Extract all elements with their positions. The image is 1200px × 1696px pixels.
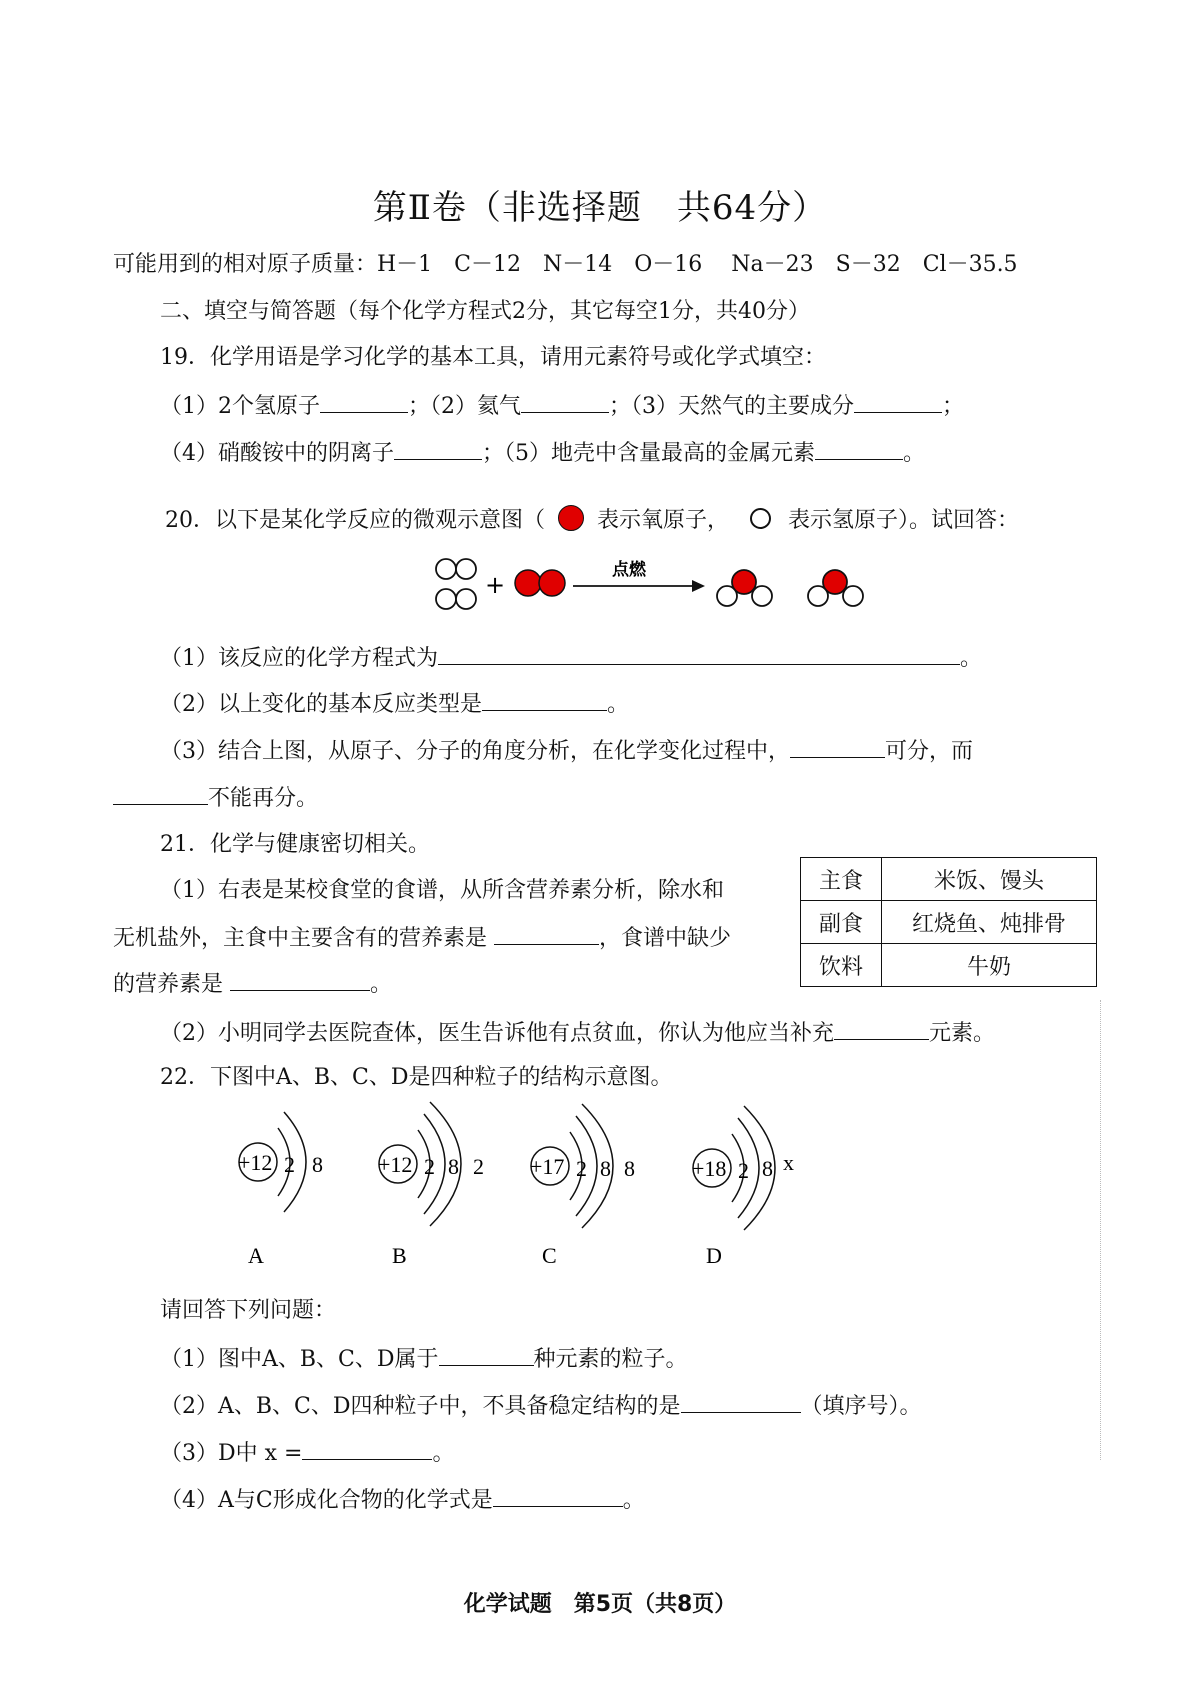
atom-label: D (706, 1243, 722, 1268)
answer-blank[interactable] (302, 1437, 432, 1460)
punctuation: 。 (622, 1488, 645, 1513)
menu-value: 牛奶 (882, 944, 1097, 987)
q19-line2 (160, 437, 925, 469)
q22-sub2-label: （2）A、B、C、D四种粒子中，不具备稳定结构的是 (160, 1394, 681, 1419)
punctuation: ； (942, 394, 965, 419)
q20-sub3 (160, 735, 973, 767)
answer-blank[interactable] (521, 390, 609, 413)
q22-sub1 (160, 1343, 688, 1375)
menu-value: 红烧鱼、炖排骨 (882, 901, 1097, 944)
atom-d-diagram (692, 1106, 794, 1268)
q22-sub3 (160, 1437, 454, 1469)
shell-electrons: 2 (576, 1156, 587, 1181)
shell-electrons: 8 (312, 1152, 323, 1177)
q20-sub2 (160, 688, 629, 720)
answer-blank[interactable] (854, 390, 942, 413)
q19-line1 (160, 390, 964, 422)
shell-electrons: 2 (738, 1158, 749, 1183)
q21-sub1-text2: ，食谱中缺少 (599, 926, 732, 951)
q20-stem (165, 505, 1019, 536)
shell-electrons: 8 (600, 1156, 611, 1181)
answer-blank[interactable] (493, 1484, 623, 1507)
table-row (801, 901, 1097, 944)
answer-blank[interactable] (439, 1343, 534, 1366)
q21-sub2 (160, 1017, 995, 1049)
punctuation: 。 (432, 1441, 455, 1466)
q22-sub3-label: （3）D中 x = (160, 1441, 303, 1466)
nucleus-charge: +12 (378, 1152, 413, 1177)
q22-sub2 (160, 1390, 922, 1422)
punctuation: 。 (960, 646, 983, 671)
answer-blank[interactable] (113, 782, 208, 805)
hydrogen-molecules (436, 559, 476, 609)
menu-key: 主食 (801, 858, 882, 901)
answer-blank[interactable] (482, 688, 607, 711)
punctuation: 。 (903, 441, 926, 466)
q22-sub4 (160, 1484, 645, 1516)
oxygen-atom-icon (558, 505, 584, 531)
answer-blank[interactable] (320, 390, 408, 413)
q19-part4-label: （4）硝酸铵中的阴离子 (160, 441, 394, 466)
q21-sub1-text3: 的营养素是 (113, 972, 230, 997)
hydrogen-atom-icon (750, 508, 771, 529)
atom-structure-diagrams (220, 1100, 820, 1270)
shell-electrons: 2 (424, 1154, 435, 1179)
atom-label: A (248, 1243, 264, 1268)
q21-sub1-line3 (113, 968, 392, 1000)
q20-sub1 (160, 642, 982, 674)
answer-blank[interactable] (681, 1390, 801, 1413)
q21-sub1-line2 (113, 922, 731, 954)
page-footer: 化学试题 第5页（共8页） (463, 1592, 737, 1617)
atomic-masses: 可能用到的相对原子质量：H－1 C－12 N－14 O－16 Na－23 S－32 Cl－35.5 (113, 252, 1018, 277)
answer-blank[interactable] (438, 642, 960, 665)
q20-sub3-end: 不能再分。 (208, 786, 319, 811)
section-heading: 二、填空与简答题（每个化学方程式2分，其它每空1分，共40分） (160, 299, 810, 324)
q22-prompt: 请回答下列问题： (160, 1298, 337, 1323)
q20-sub3-label: （3）结合上图，从原子、分子的角度分析，在化学变化过程中， (160, 739, 790, 764)
shell-electrons: 2 (473, 1154, 484, 1179)
water-molecule (717, 570, 772, 606)
q22-sub1-end: 种元素的粒子。 (533, 1347, 688, 1372)
reaction-diagram (430, 555, 870, 620)
q20-hydrogen-legend: 表示氢原子）。试回答： (788, 508, 1020, 533)
q22-stem: 22．下图中A、B、C、D是四种粒子的结构示意图。 (160, 1065, 673, 1090)
atom-label: C (542, 1243, 557, 1268)
page-edge-divider (1100, 1000, 1101, 1460)
q20-sub3-cont (113, 782, 318, 814)
page-title: 第Ⅱ卷（非选择题 共64分） (372, 188, 828, 228)
table-row (801, 858, 1097, 901)
q19-part2-label: ；（2）氦气 (408, 394, 521, 419)
menu-key: 副食 (801, 901, 882, 944)
shell-electrons: 8 (448, 1154, 459, 1179)
water-molecule (808, 570, 863, 606)
answer-blank[interactable] (815, 437, 903, 460)
shell-electrons: 2 (284, 1152, 295, 1177)
table-row (801, 944, 1097, 987)
arrow-head (692, 580, 705, 592)
shell-electrons: 8 (762, 1156, 773, 1181)
q19-part3-label: ；（3）天然气的主要成分 (609, 394, 854, 419)
menu-table (800, 857, 1097, 987)
q22-sub4-label: （4）A与C形成化合物的化学式是 (160, 1488, 493, 1513)
menu-value: 米饭、馒头 (882, 858, 1097, 901)
atom-b-diagram (378, 1102, 484, 1268)
q21-sub2-label: （2）小明同学去医院查体，医生告诉他有点贫血，你认为他应当补充 (160, 1021, 834, 1046)
nucleus-charge: +18 (692, 1156, 727, 1181)
q20-sub1-label: （1）该反应的化学方程式为 (160, 646, 438, 671)
nucleus-charge: +17 (530, 1154, 565, 1179)
punctuation: 。 (607, 692, 630, 717)
q22-sub1-label: （1）图中A、B、C、D属于 (160, 1347, 439, 1372)
q22-sub2-end: （填序号）。 (800, 1394, 922, 1419)
answer-blank[interactable] (834, 1017, 929, 1040)
q19-part1-label: （1）2个氢原子 (160, 394, 320, 419)
shell-electrons: 8 (624, 1156, 635, 1181)
q19-stem: 19．化学用语是学习化学的基本工具，请用元素符号或化学式填空： (160, 345, 826, 370)
q20-sub3-mid: 可分，而 (885, 739, 974, 764)
q21-sub1-text: 无机盐外，主食中主要含有的营养素是 (113, 926, 494, 951)
q20-oxygen-legend: 表示氧原子， (597, 508, 730, 533)
answer-blank[interactable] (494, 922, 599, 945)
shell-electrons: x (783, 1150, 794, 1175)
atom-a-diagram (238, 1112, 323, 1268)
reaction-condition: 点燃 (612, 560, 646, 580)
q20-stem-text: 20．以下是某化学反应的微观示意图（ (165, 508, 545, 533)
plus-sign: + (485, 571, 506, 599)
q21-sub2-end: 元素。 (929, 1021, 996, 1046)
answer-blank[interactable] (790, 735, 885, 758)
punctuation: 。 (370, 972, 393, 997)
q19-part5-label: ；（5）地壳中含量最高的金属元素 (482, 441, 815, 466)
answer-blank[interactable] (394, 437, 482, 460)
q21-stem: 21．化学与健康密切相关。 (160, 832, 430, 857)
menu-key: 饮料 (801, 944, 882, 987)
oxygen-molecule (515, 570, 565, 596)
atom-c-diagram (530, 1104, 635, 1268)
atom-label: B (392, 1243, 407, 1268)
q21-sub1-line1: （1）右表是某校食堂的食谱，从所含营养素分析，除水和 (160, 878, 724, 903)
answer-blank[interactable] (230, 968, 370, 991)
nucleus-charge: +12 (238, 1150, 273, 1175)
q20-sub2-label: （2）以上变化的基本反应类型是 (160, 692, 482, 717)
